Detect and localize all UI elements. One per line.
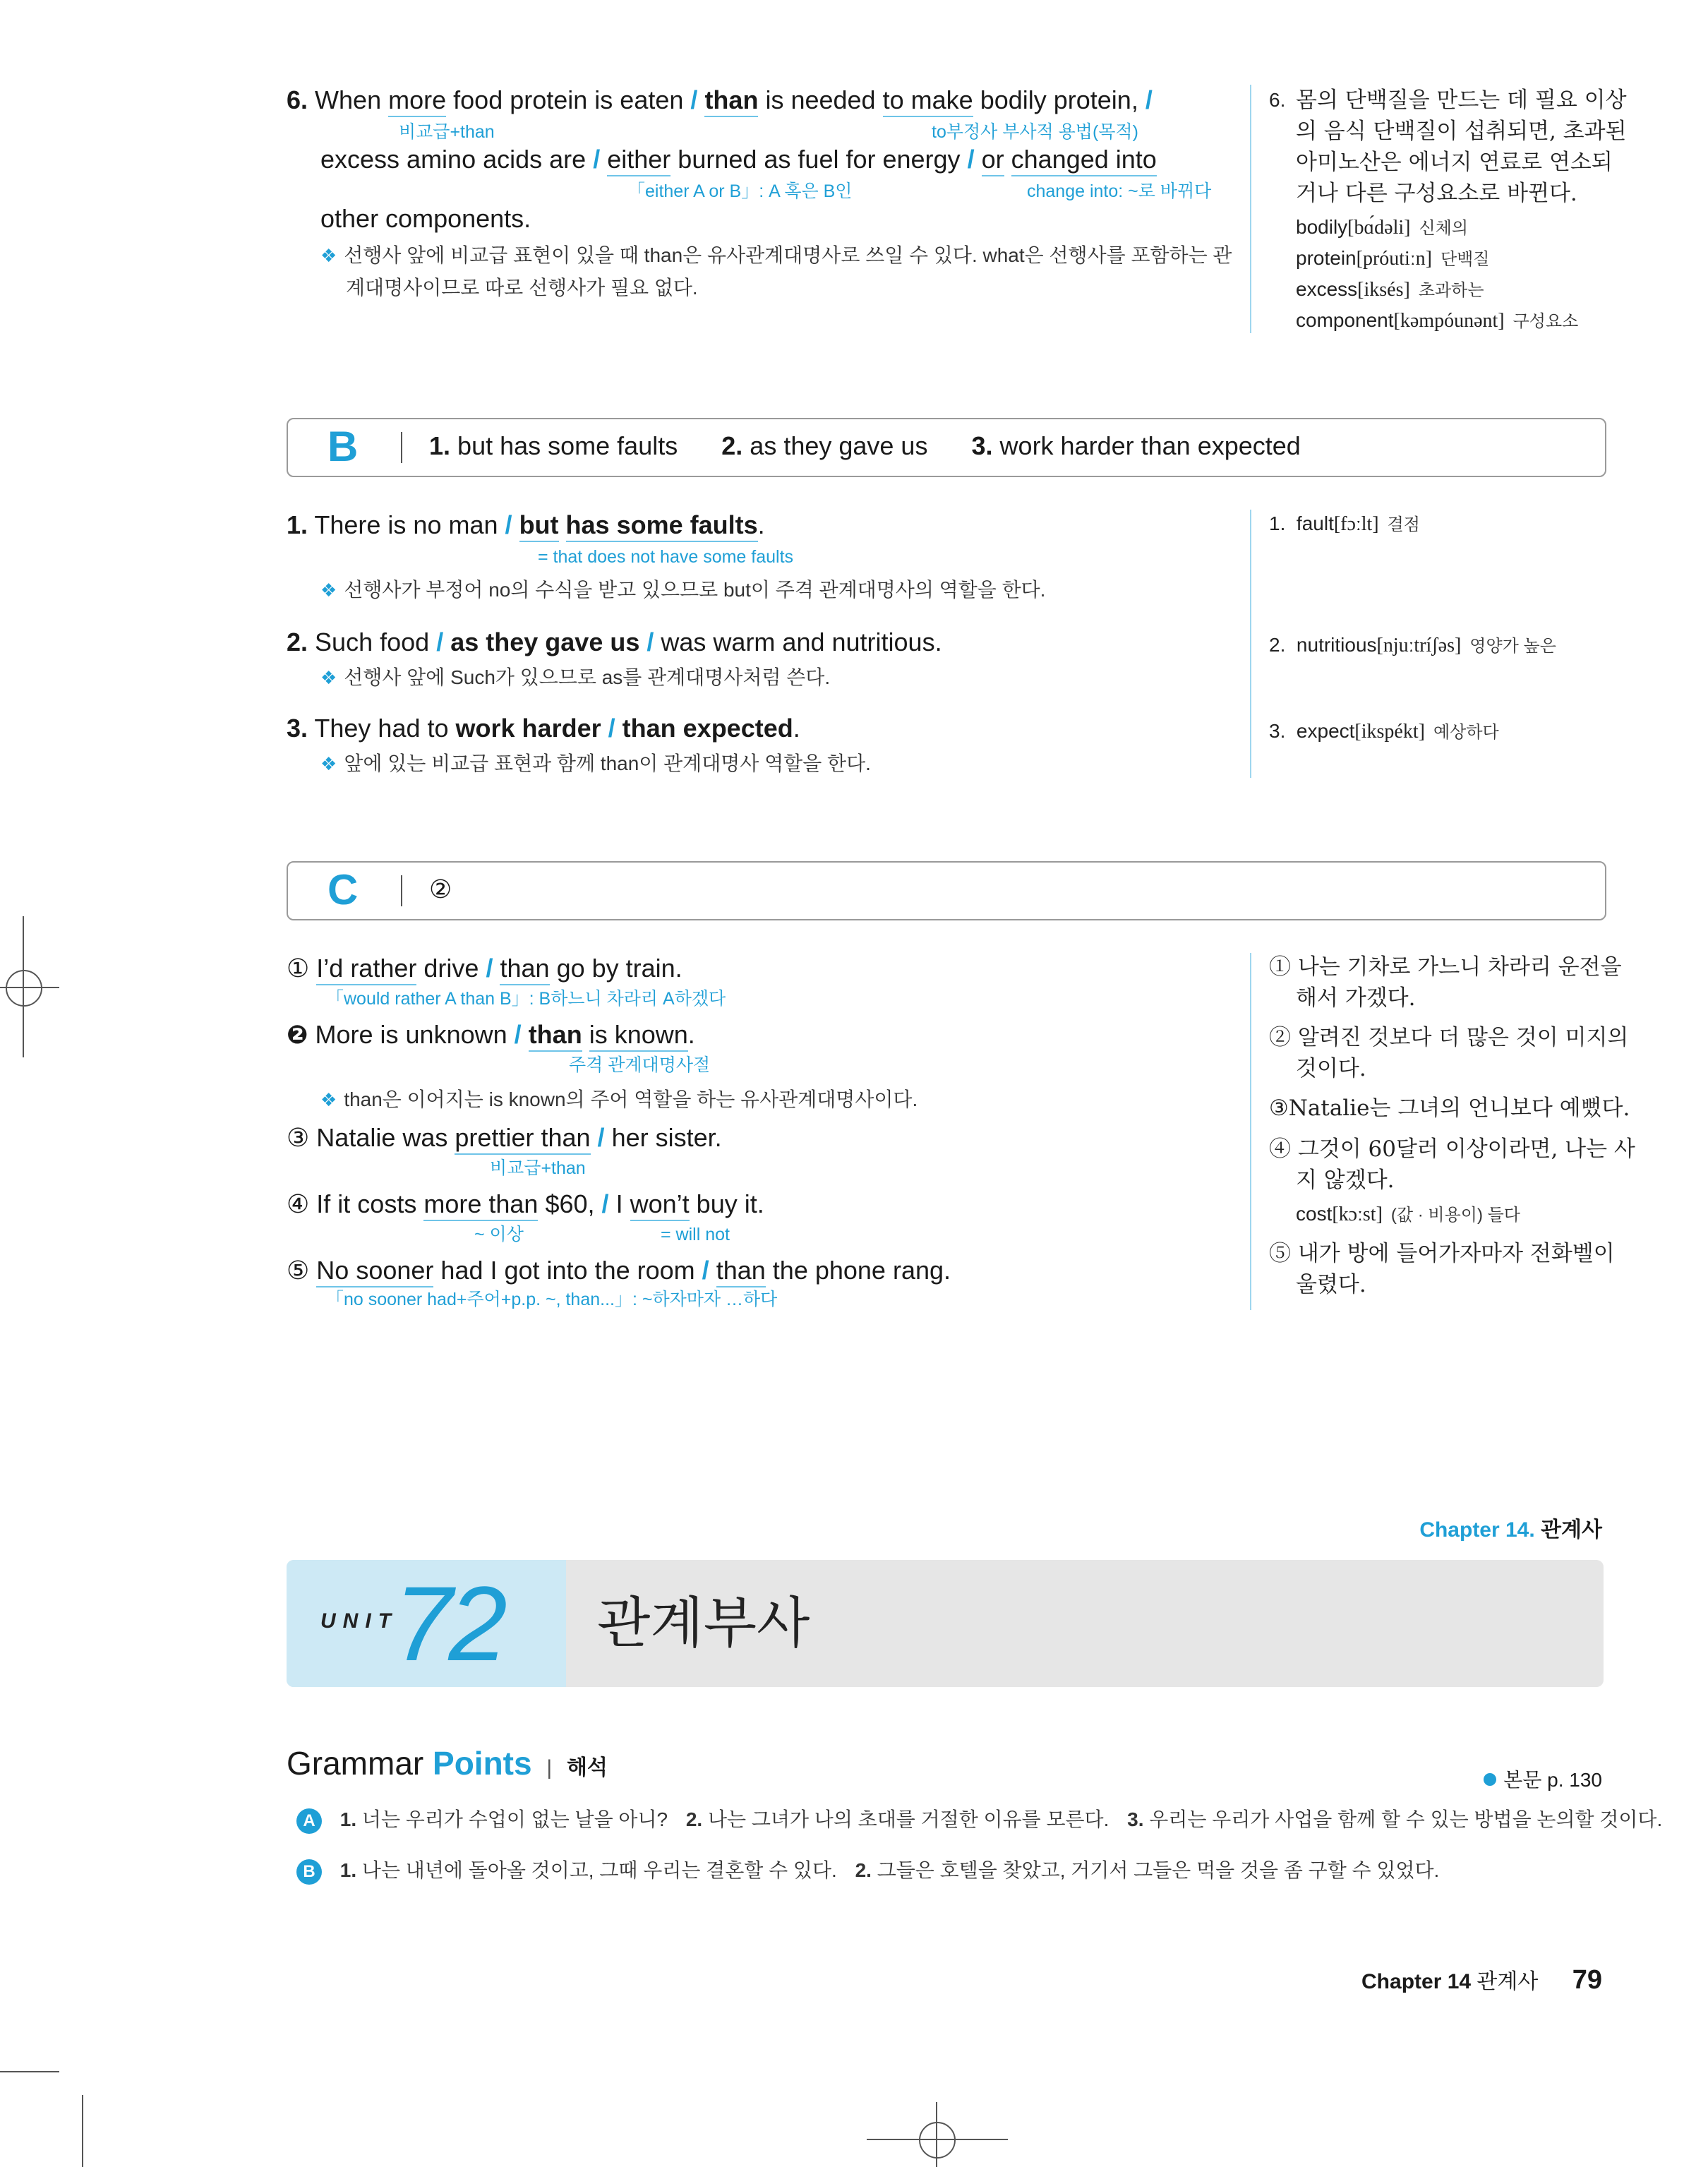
sentence-text: has some faults (566, 510, 758, 542)
dot-icon (1484, 1773, 1496, 1786)
unit-label: UNIT (320, 1609, 398, 1633)
section-letter: B (327, 423, 359, 470)
grammar-row-a: A 1. 너는 우리가 수업이 없는 날을 아니? 2. 나는 그녀가 나의 초대를 거절한 이유를 모른다. 3. 우리는 우리가 사업을 함께 할 수 있는 방법을 논의할 것이다. (296, 1804, 1662, 1835)
registration-circle-icon (919, 2122, 956, 2159)
chunk-slash: / (608, 714, 615, 743)
diamond-bullet-icon: ❖ (320, 667, 337, 688)
vocab-entry: bodily[bɑ́dəli] 신체의 (1296, 216, 1469, 239)
annotation: 「would rather A than B」: B하느니 차라리 A하겠다 (326, 989, 726, 1009)
translation-line: ③Natalie는 그녀의 언니보다 예뻤다. (1269, 1095, 1630, 1121)
column-divider (1250, 85, 1251, 333)
sentence-text: work harder (455, 714, 601, 743)
diamond-bullet-icon: ❖ (320, 580, 337, 601)
grammar-note: 계대명사이므로 따로 선행사가 필요 없다. (346, 277, 698, 299)
chunk-slash: / (967, 145, 975, 174)
translation-line: 의 음식 단백질이 섭취되면, 초과된 (1296, 119, 1627, 144)
annotation: ~ 이상 (474, 1225, 524, 1244)
sentence-text: buy it. (696, 1189, 764, 1218)
annotation: = will not (661, 1225, 730, 1244)
chunk-slash: / (601, 1189, 609, 1218)
grammar-note: 앞에 있는 비교급 표현과 함께 than이 관계대명사 역할을 한다. (344, 752, 871, 774)
grammar-note: than은 이어지는 is known의 주어 역할을 하는 유사관계대명사이다. (344, 1088, 918, 1110)
answer-number: 1. (429, 431, 451, 460)
annotation: to부정사 부사적 용법(목적) (932, 122, 1138, 142)
heading-text: Grammar (287, 1745, 424, 1782)
sentence-text: changed into (1011, 145, 1157, 176)
sentence-text: more (388, 85, 446, 117)
section-letter: C (327, 866, 359, 913)
sentence-text: drive (423, 954, 479, 983)
diamond-bullet-icon: ❖ (320, 245, 337, 266)
unit-title: 관계부사 (597, 1592, 810, 1655)
sentence-text: is needed (765, 85, 876, 114)
sentence-text: . (687, 1020, 695, 1049)
item-number: 3. (287, 714, 308, 743)
chunk-slash: / (690, 85, 698, 114)
sentence-text: I’d rather (316, 954, 416, 985)
option-number: ❷ (287, 1020, 308, 1049)
grammar-row-b: B 1. 나는 내년에 돌아올 것이고, 그때 우리는 결혼할 수 있다. 2. 그들은 호텔을 찾았고, 거기서 그들은 먹을 것을 좀 구할 수 있었다. (296, 1855, 1439, 1886)
translation-line: 지 않겠다. (1296, 1167, 1395, 1193)
translation-line: 해서 가겠다. (1296, 985, 1416, 1011)
sentence-text: go by train. (556, 954, 682, 983)
vocab-entry: protein[próutiːn] 단백질 (1296, 247, 1490, 270)
annotation: 주격 관계대명사절 (569, 1055, 711, 1075)
annotation: 「no sooner had+주어+p.p. ~, than...」: ~하자마자 …하다 (326, 1290, 778, 1309)
sentence-text: They had to (314, 714, 449, 743)
annotation: change into: ~로 바뀌다 (1027, 181, 1212, 201)
sentence-text: than expected (622, 714, 793, 743)
heading-text: Points (433, 1745, 532, 1782)
translation-line: ⑤ 내가 방에 들어가자마자 전화벨이 (1269, 1241, 1615, 1266)
sentence-text: her sister. (611, 1123, 722, 1152)
grammar-note: 선행사가 부정어 no의 수식을 받고 있으므로 but이 주격 관계대명사의 역할을 한다. (344, 579, 1046, 601)
sentence-text: Natalie was (316, 1123, 448, 1152)
annotation: 비교급+than (490, 1158, 586, 1178)
badge-a-icon: A (296, 1808, 322, 1834)
sentence-text: more than (423, 1189, 538, 1221)
sentence-text: food protein is eaten (453, 85, 684, 114)
sentence-text: or (982, 145, 1004, 176)
heading-text: 해석 (566, 1756, 608, 1779)
grammar-points-heading: Grammar Points | 해석 (287, 1745, 608, 1782)
page-number: 79 (1572, 1965, 1602, 1995)
option-number: ⑤ (287, 1256, 310, 1285)
sentence-text: bodily protein, (980, 85, 1138, 114)
sentence-text: $60, (545, 1189, 595, 1218)
chunk-slash: / (646, 628, 654, 656)
answer-text: as they gave us (750, 431, 928, 460)
sentence-text: When (315, 85, 382, 114)
sentence-text: other components. (320, 204, 531, 233)
vocab-entry: cost[kɔːst] (값 · 비용이) 들다 (1296, 1203, 1520, 1225)
chunk-slash: / (436, 628, 444, 656)
answer-number: 2. (721, 431, 743, 460)
sentence-text: but (519, 510, 559, 542)
column-divider (1250, 510, 1251, 778)
sentence-text: prettier than (455, 1123, 590, 1155)
translation-line: 울렸다. (1296, 1272, 1366, 1297)
sentence-text: as they gave us (450, 628, 640, 656)
answer-text: but has some faults (457, 431, 678, 460)
sentence-text: had I got into the room (440, 1256, 695, 1285)
translation-line: ④ 그것이 60달러 이상이라면, 나는 사 (1269, 1136, 1635, 1162)
sentence-text: the phone rang. (772, 1256, 951, 1285)
translation-line: ② 알려진 것보다 더 많은 것이 미지의 (1269, 1025, 1629, 1050)
annotation: 「either A or B」: A 혹은 B인 (627, 181, 853, 201)
translation-line: 아미노산은 에너지 연료로 연소되 (1296, 150, 1613, 175)
sentence-text: No sooner (316, 1256, 433, 1287)
unit-banner (287, 1560, 1604, 1687)
translation-line: 몸의 단백질을 만드는 데 필요 이상 (1296, 88, 1627, 113)
vocab-entry: 1. fault[fɔːlt] 결점 (1269, 512, 1420, 535)
answer-box-c (287, 861, 1606, 920)
translation-line: 거나 다른 구성요소로 바뀐다. (1296, 181, 1577, 206)
translation-line: ① 나는 기차로 가느니 차라리 운전을 (1269, 954, 1622, 980)
sentence-text: More is unknown (315, 1020, 507, 1049)
column-divider (1250, 953, 1251, 1310)
answer-box-b (287, 418, 1606, 477)
annotation: 비교급+than (399, 122, 495, 142)
vocab-entry: excess[iksés] 초과하는 (1296, 278, 1484, 301)
sentence-text: There is no man (314, 510, 498, 539)
sentence-text: than (529, 1020, 582, 1052)
page-reference: 본문 p. 130 (1484, 1766, 1602, 1794)
grammar-note: 선행사 앞에 비교급 표현이 있을 때 than은 유사관계대명사로 쓰일 수 있다. what은 선행사를 포함하는 관 (344, 244, 1232, 266)
sentence-text: . (793, 714, 800, 743)
item-number: 6. (287, 85, 308, 114)
sentence-text: was warm and nutritious. (661, 628, 942, 656)
answer-number: 3. (971, 431, 993, 460)
sentence-text: I (615, 1189, 623, 1218)
chunk-slash: / (597, 1123, 605, 1152)
sentence-text: than (716, 1256, 766, 1287)
sentence-text: is known (589, 1020, 688, 1052)
answer-text: ② (429, 875, 452, 904)
chunk-slash: / (505, 510, 512, 539)
option-number: ① (287, 954, 310, 983)
crop-mark (0, 2071, 59, 2072)
sentence-text: . (757, 510, 765, 539)
divider (401, 432, 402, 463)
sentence-text: won’t (630, 1189, 690, 1221)
sentence-text: Such food (315, 628, 430, 656)
item-number: 1. (287, 510, 308, 539)
diamond-bullet-icon: ❖ (320, 1089, 337, 1110)
vocab-entry: 3. expect[ikspékt] 예상하다 (1269, 720, 1499, 743)
sentence-text: than (704, 85, 758, 117)
badge-b-icon: B (296, 1859, 322, 1885)
chunk-slash: / (486, 954, 493, 983)
sentence-text: burned as fuel for energy (678, 145, 961, 174)
sentence-text: than (500, 954, 549, 985)
sentence-text: to make (883, 85, 973, 117)
chunk-slash: / (593, 145, 601, 174)
crop-mark (82, 2095, 83, 2167)
chunk-slash: / (1145, 85, 1153, 114)
option-number: ④ (287, 1189, 310, 1218)
registration-circle-icon (6, 970, 42, 1007)
sentence-text: If it costs (316, 1189, 417, 1218)
vocab-entry: 2. nutritious[njuːtríʃəs] 영양가 높은 (1269, 634, 1556, 656)
sentence-text: excess amino acids are (320, 145, 587, 174)
sentence-text: either (607, 145, 670, 176)
grammar-note: 선행사 앞에 Such가 있으므로 as를 관계대명사처럼 쓴다. (344, 666, 831, 688)
page-footer: Chapter 14 관계사 79 (1361, 1965, 1602, 1995)
chunk-slash: / (514, 1020, 522, 1049)
chunk-slash: / (702, 1256, 709, 1285)
option-number: ③ (287, 1123, 310, 1152)
chapter-heading: Chapter 14. 관계사 (1419, 1518, 1602, 1542)
item-number: 2. (287, 628, 308, 656)
answer-text: work harder than expected (999, 431, 1301, 460)
annotation: = that does not have some faults (538, 547, 794, 567)
divider (401, 875, 402, 906)
vocab-entry: component[kəmpóunənt] 구성요소 (1296, 309, 1579, 332)
diamond-bullet-icon: ❖ (320, 753, 337, 774)
unit-number: 72 (394, 1564, 503, 1683)
translation-number: 6. (1269, 89, 1286, 111)
translation-line: 것이다. (1296, 1056, 1366, 1081)
